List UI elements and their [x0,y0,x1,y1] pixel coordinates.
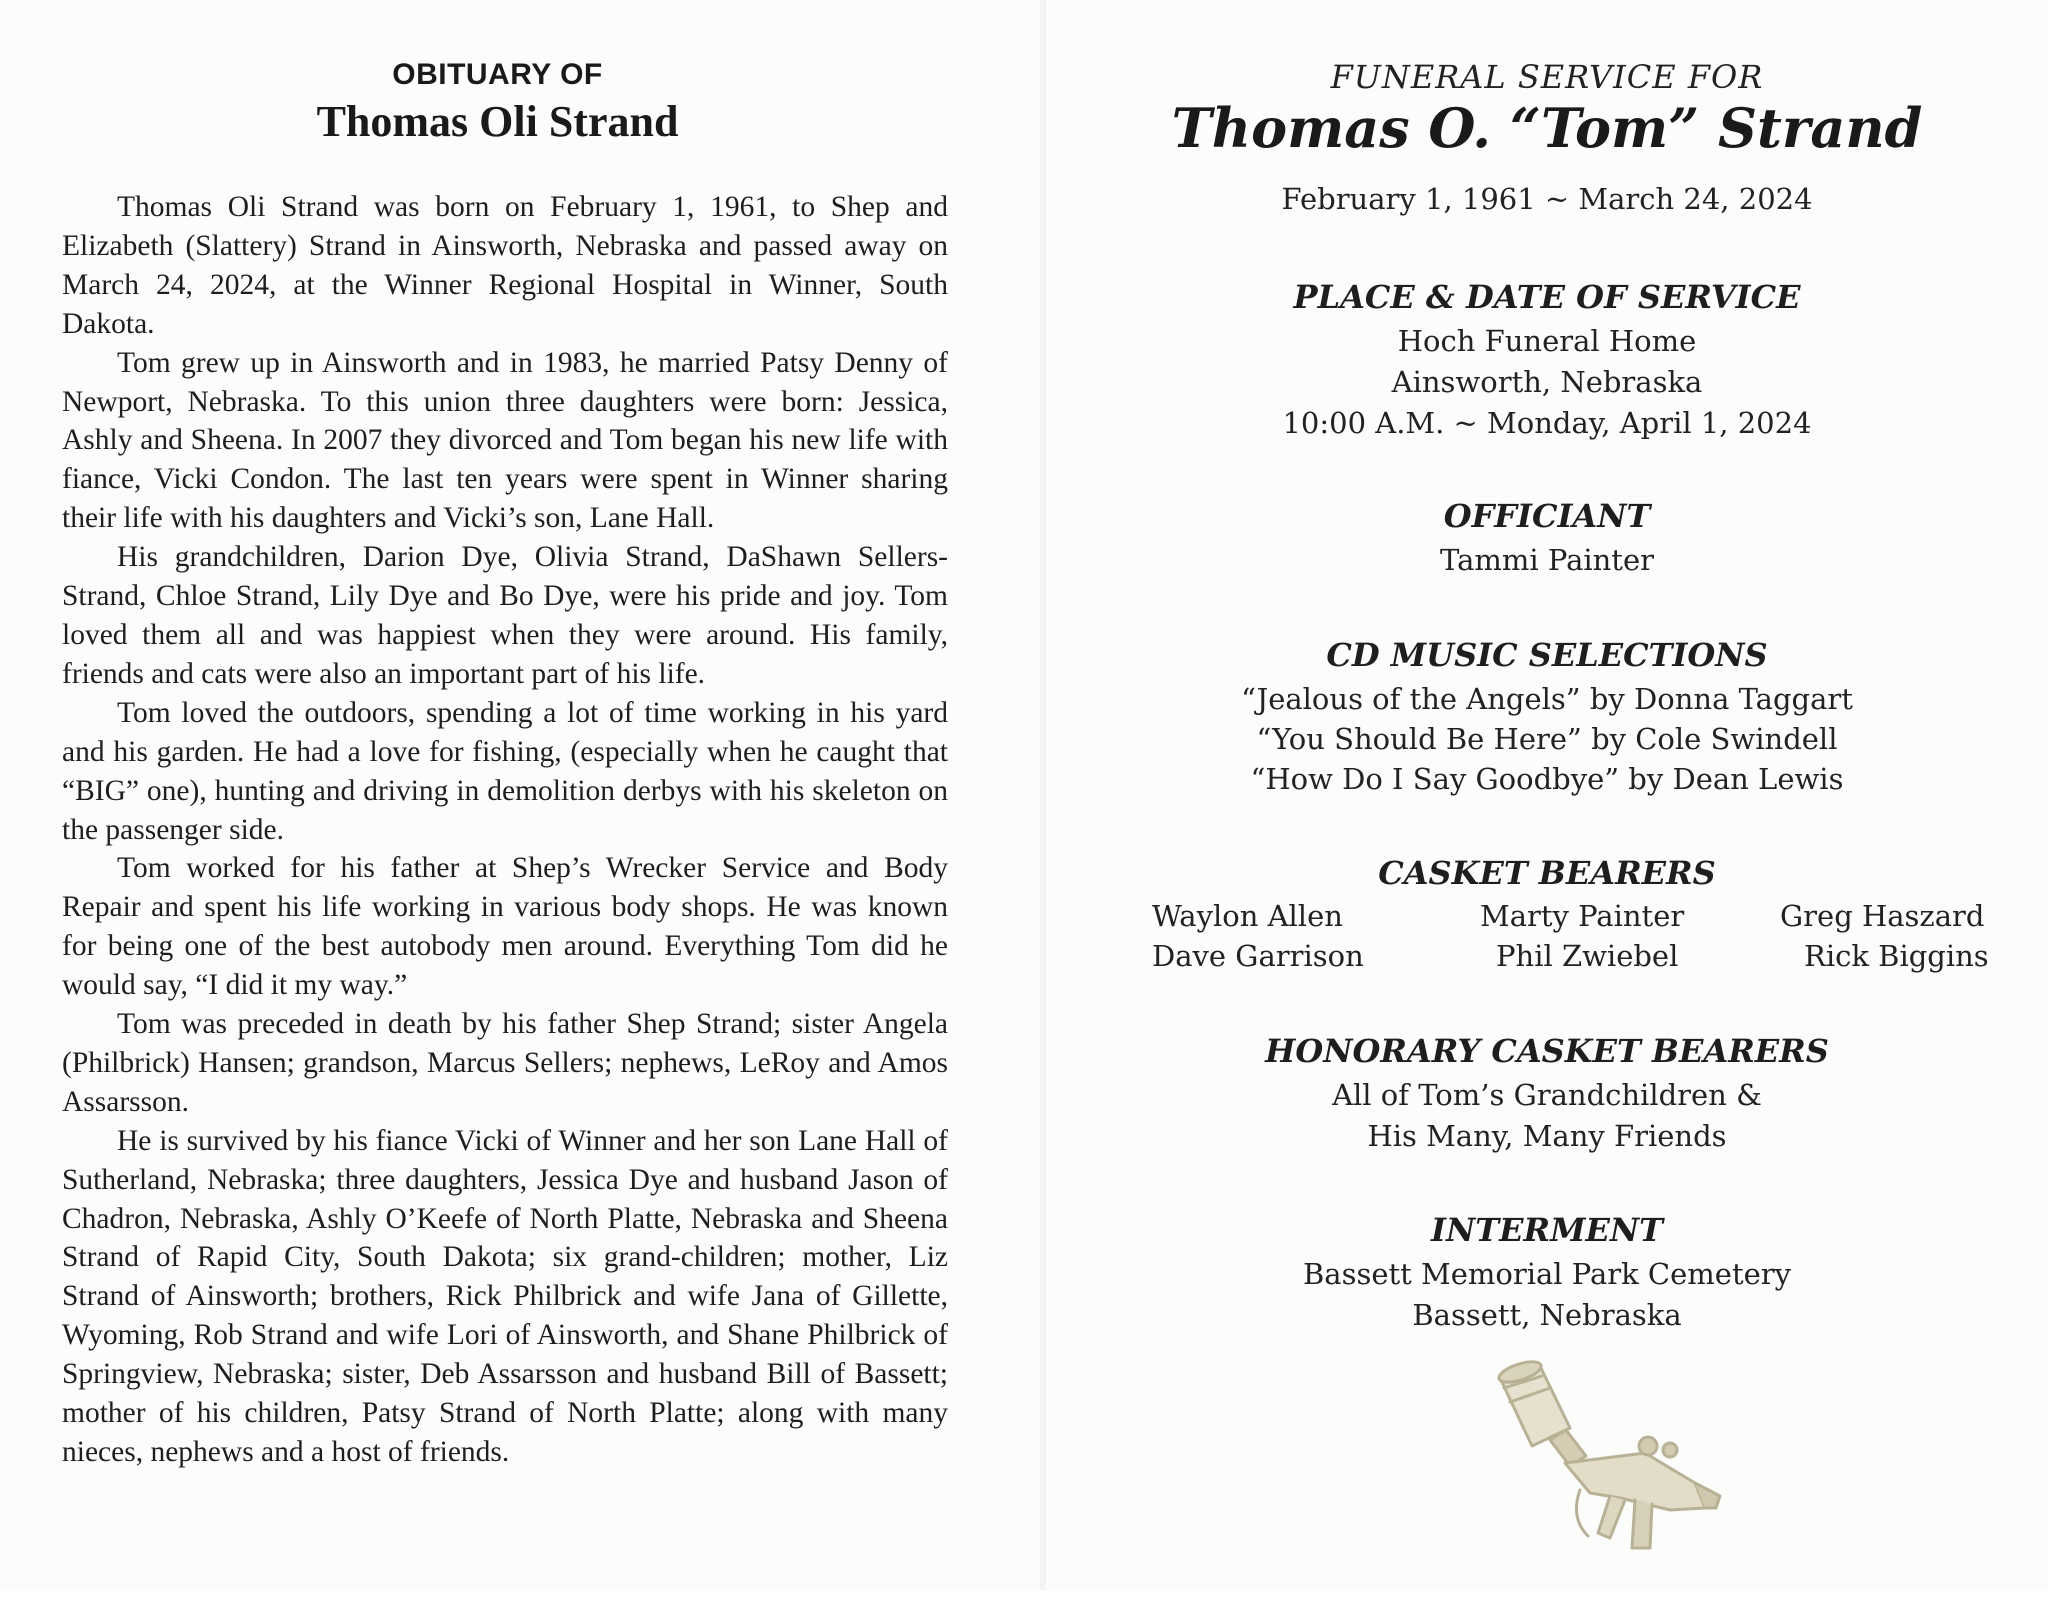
obituary-paragraph: His grandchildren, Darion Dye, Olivia Strand, DaShawn Sellers-Strand, Chloe Strand, Lily Dye and Bo Dye, were his pride and joy. Tom loved them all and was happiest when they were around. His family, friends and cats were also an important part of his life. [62,541,948,690]
casket-bearer: Marty Painter [1480,899,1685,933]
interment-city: Bassett, Nebraska [1412,1298,1682,1332]
officiant-heading: OFFICIANT [1443,497,1651,535]
honorary-line: His Many, Many Friends [1367,1119,1727,1153]
interment-cemetery: Bassett Memorial Park Cemetery [1302,1257,1791,1291]
officiant-name: Tammi Painter [1439,543,1654,577]
obituary-kicker: OBITUARY OF [392,58,603,91]
service-city: Ainsworth, Nebraska [1391,365,1703,399]
obituary-paragraph: Tom was preceded in death by his father Shep Strand; sister Angela (Philbrick) Hansen; grandson, Marcus Sellers; nephews, LeRoy and Amos Assarsson. [62,1008,948,1118]
honorary-line: All of Tom’s Grandchildren & [1332,1078,1762,1112]
obituary-paragraph: Tom grew up in Ainsworth and in 1983, he married Patsy Denny of Newport, Nebraska. To this union three daughters were born: Jessica, Ashly and Sheena. In 2007 they divorced and Tom began his new life with fiance, Vicki Condon. The last ten years were spent in Winner sharing their life with his daughters and Vicki’s son, Lane Hall. [62,346,948,535]
obituary-paragraph: Thomas Oli Strand was born on February 1, 1961, to Shep and Elizabeth (Slattery) Strand in Ainsworth, Nebraska and passed away on March 24, 2024, at the Winner Regional Hospital in Winner, South Dakota. [62,191,948,340]
place-heading: PLACE & DATE OF SERVICE [1293,278,1801,316]
service-kicker: FUNERAL SERVICE FOR [1330,58,1764,96]
casket-bearer: Greg Haszard [1780,899,1985,933]
service-name: Thomas O. “Tom” Strand [1171,96,1923,160]
obituary-paragraph: He is survived by his fiance Vicki of Winner and her son Lane Hall of Sutherland, Nebraska; three daughters, Jessica Dye and husband Jason of Chadron, Nebraska, Ashly O’Keefe of North Platte, Nebraska and Sheena Strand of Rapid City, South Dakota; six grand-children; mother, Liz Strand of Ainsworth; brothers, Rick Philbrick and wife Jana of Gillette, Wyoming, Rob Strand and wife Lori of Ainsworth, and Shane Philbrick of Springview, Nebraska; sister, Deb Assarsson and husband Bill of Bassett; mother of his children, Patsy Strand of North Platte; along with many nieces, nephews and a host of friends. [62,1124,948,1468]
service-venue: Hoch Funeral Home [1397,324,1697,358]
music-song: “How Do I Say Goodbye” by Dean Lewis [1250,762,1844,796]
obituary-name: Thomas Oli Strand [316,97,679,146]
service-time: 10:00 A.M. ~ Monday, April 1, 2024 [1282,406,1812,440]
honorary-bearers-heading: HONORARY CASKET BEARERS [1265,1032,1829,1070]
service-program [1046,0,2048,1590]
music-song: “You Should Be Here” by Cole Swindell [1256,722,1838,756]
music-heading: CD MUSIC SELECTIONS [1326,636,1768,674]
spray-gun-icon [1470,1358,1730,1558]
service-dates: February 1, 1961 ~ March 24, 2024 [1281,182,1813,216]
music-song: “Jealous of the Angels” by Donna Taggart [1241,682,1853,716]
obituary-body [62,188,948,1472]
casket-bearer: Phil Zwiebel [1496,939,1679,973]
interment-heading: INTERMENT [1431,1211,1663,1249]
casket-bearer: Waylon Allen [1152,899,1343,933]
casket-bearers-heading: CASKET BEARERS [1378,854,1716,892]
casket-bearer: Rick Biggins [1804,939,1989,973]
casket-bearer: Dave Garrison [1152,939,1364,973]
obituary-paragraph: Tom loved the outdoors, spending a lot of time working in his yard and his garden. He had a love for fishing, (especially when he caught that “BIG” one), hunting and driving in demolition derbys with his skeleton on the passenger side. [62,696,948,846]
obituary-paragraph: Tom worked for his father at Shep’s Wrecker Service and Body Repair and spent his life working in various body shops. He was known for being one of the best autobody men around. Everything Tom did he would say, “I did it my way.” [62,852,948,1002]
